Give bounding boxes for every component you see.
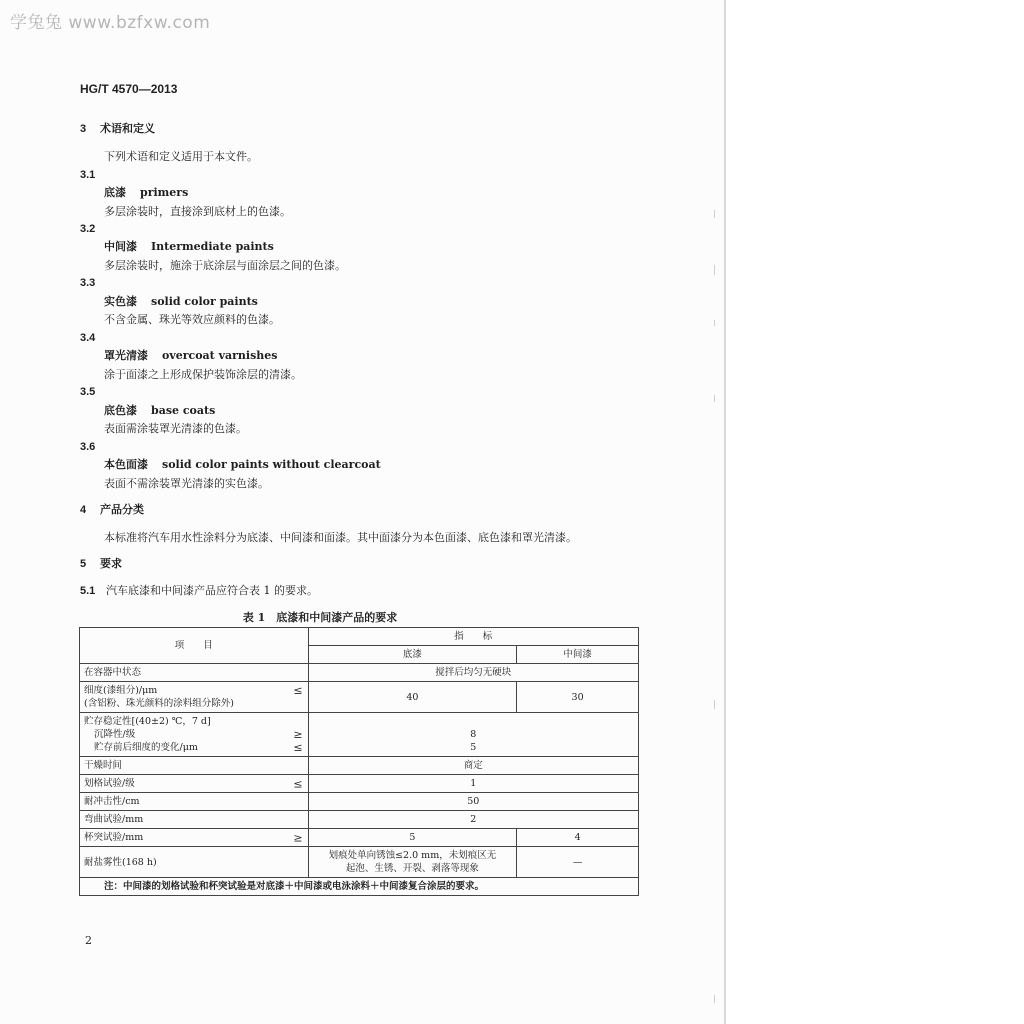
- item-cell: [80, 775, 309, 793]
- value-cell: 1: [308, 775, 638, 793]
- section-number: 3: [80, 123, 87, 135]
- table-row: [80, 847, 639, 878]
- sub-item-label: 贮存前后细度的变化/μm: [94, 742, 198, 753]
- section-5-heading: [80, 557, 122, 571]
- term-heading: [104, 349, 277, 363]
- comparison-symbol: ≥: [293, 831, 303, 844]
- value-line: 起泡、生锈、开裂、剥落等现象: [345, 863, 479, 874]
- term-heading: [104, 458, 381, 472]
- value-cell: 商定: [308, 757, 638, 775]
- section-4-body: 本标准将汽车用水性涂料分为底漆、中间漆和面漆。其中面漆分为本色面漆、底色漆和罩光清漆。: [104, 531, 577, 544]
- term-zh: 底漆: [104, 186, 126, 199]
- term-definition: 多层涂装时，施涂于底涂层与面涂层之间的色漆。: [104, 259, 346, 272]
- item-cell: 弯曲试验/mm: [80, 811, 309, 829]
- section-number: 4: [80, 504, 87, 516]
- clause-5-1: [80, 584, 318, 598]
- table-row: [80, 757, 639, 775]
- value-cell: 5: [308, 829, 517, 847]
- section-title: 产品分类: [100, 503, 144, 516]
- term-number: 3.2: [80, 223, 96, 235]
- table-row: [80, 664, 639, 682]
- term-number: 3.1: [80, 169, 96, 181]
- section-3-intro: 下列术语和定义适用于本文件。: [104, 150, 258, 163]
- scan-speck: [714, 265, 715, 275]
- comparison-symbol: ≥: [293, 728, 303, 741]
- value-cell: 2: [308, 811, 638, 829]
- term-zh: 底色漆: [104, 404, 137, 417]
- term-heading: [104, 295, 258, 309]
- value-cell: —: [517, 847, 639, 878]
- comparison-symbol: ≤: [293, 777, 303, 790]
- item-cell: [80, 682, 309, 713]
- scan-speck: [714, 995, 715, 1003]
- term-zh: 本色面漆: [104, 458, 148, 471]
- header-index: 指 标: [308, 628, 638, 646]
- term-zh: 中间漆: [104, 240, 137, 253]
- value-cell: 40: [308, 682, 517, 713]
- value-sub: 8: [470, 729, 477, 740]
- value-cell: 30: [517, 682, 639, 713]
- table-row: [80, 793, 639, 811]
- value-cell: 4: [517, 829, 639, 847]
- term-heading: [104, 404, 215, 418]
- term-number: 3.6: [80, 441, 96, 453]
- section-title: 要求: [100, 557, 122, 570]
- scan-speck: [714, 210, 715, 218]
- blank-page-area: [726, 0, 1024, 1024]
- standard-code: HG/T 4570—2013: [80, 82, 178, 96]
- header-intermediate: 中间漆: [517, 646, 639, 664]
- term-number: 3.4: [80, 332, 96, 344]
- term-en: Intermediate paints: [151, 240, 274, 253]
- watermark: 学兔兔 www.bzfxw.com: [10, 13, 211, 33]
- scan-speck: [714, 320, 715, 326]
- item-cell: [80, 829, 309, 847]
- value-cell: 搅拌后均匀无硬块: [308, 664, 638, 682]
- table-row: [80, 713, 639, 757]
- term-number: 3.3: [80, 277, 96, 289]
- term-en: base coats: [151, 404, 216, 417]
- term-definition: 涂于面漆之上形成保护装饰涂层的清漆。: [104, 368, 302, 381]
- item-cell: 在容器中状态: [80, 664, 309, 682]
- table-row: [80, 775, 639, 793]
- term-en: primers: [140, 186, 189, 199]
- item-subtext: [84, 741, 304, 754]
- term-zh: 罩光清漆: [104, 349, 148, 362]
- item-text: 贮存稳定性[(40±2) ℃，7 d]: [84, 716, 211, 727]
- term-definition: 不含金属、珠光等效应颜料的色漆。: [104, 313, 280, 326]
- comparison-symbol: ≤: [293, 684, 303, 697]
- section-3-heading: [80, 122, 155, 136]
- term-heading: [104, 186, 188, 200]
- comparison-symbol: ≤: [293, 741, 303, 754]
- header-item: 项 目: [80, 628, 309, 664]
- section-4-heading: [80, 503, 144, 517]
- table-note-row: [80, 878, 639, 896]
- term-number: 3.5: [80, 386, 96, 398]
- item-cell: 耐盐雾性(168 h): [80, 847, 309, 878]
- value-line: 划痕处单向锈蚀≤2.0 mm，未划痕区无: [328, 850, 497, 861]
- term-heading: [104, 240, 274, 254]
- value-sub: 5: [470, 742, 477, 753]
- value-cell: 50: [308, 793, 638, 811]
- sub-item-label: 沉降性/级: [94, 729, 136, 740]
- item-subtext: (含铝粉、珠光颜料的涂料组分除外): [84, 698, 234, 709]
- item-text: 杯突试验/mm: [84, 832, 144, 843]
- item-cell: [80, 713, 309, 757]
- table-header-row: [80, 628, 639, 646]
- scan-speck: [714, 395, 715, 402]
- clause-body: 汽车底漆和中间漆产品应符合表 1 的要求。: [106, 584, 318, 597]
- item-text: 细度(漆组分)/μm: [84, 685, 158, 696]
- term-definition: 表面不需涂装罩光清漆的实色漆。: [104, 477, 269, 490]
- requirements-table: [79, 627, 639, 896]
- page-number: 2: [85, 934, 92, 947]
- term-en: solid color paints without clearcoat: [162, 458, 381, 471]
- clause-number: 5.1: [80, 585, 96, 597]
- table-title: 表 1 底漆和中间漆产品的要求: [242, 611, 398, 624]
- table-row: [80, 829, 639, 847]
- section-title: 术语和定义: [100, 122, 155, 135]
- term-en: solid color paints: [151, 295, 258, 308]
- scan-speck: [714, 700, 715, 709]
- section-number: 5: [80, 558, 87, 570]
- table-note: 注：中间漆的划格试验和杯突试验是对底漆＋中间漆或电泳涂料＋中间漆复合涂层的要求。: [80, 878, 639, 896]
- table-row: [80, 682, 639, 713]
- term-definition: 表面需涂装罩光清漆的色漆。: [104, 422, 247, 435]
- item-cell: 干燥时间: [80, 757, 309, 775]
- value-cell: [308, 713, 638, 757]
- value-cell: [308, 847, 517, 878]
- item-cell: 耐冲击性/cm: [80, 793, 309, 811]
- term-zh: 实色漆: [104, 295, 137, 308]
- item-text: 划格试验/级: [84, 778, 135, 789]
- header-primer: 底漆: [308, 646, 517, 664]
- item-subtext: [84, 728, 304, 741]
- term-definition: 多层涂装时，直接涂到底材上的色漆。: [104, 205, 291, 218]
- term-en: overcoat varnishes: [162, 349, 278, 362]
- table-row: [80, 811, 639, 829]
